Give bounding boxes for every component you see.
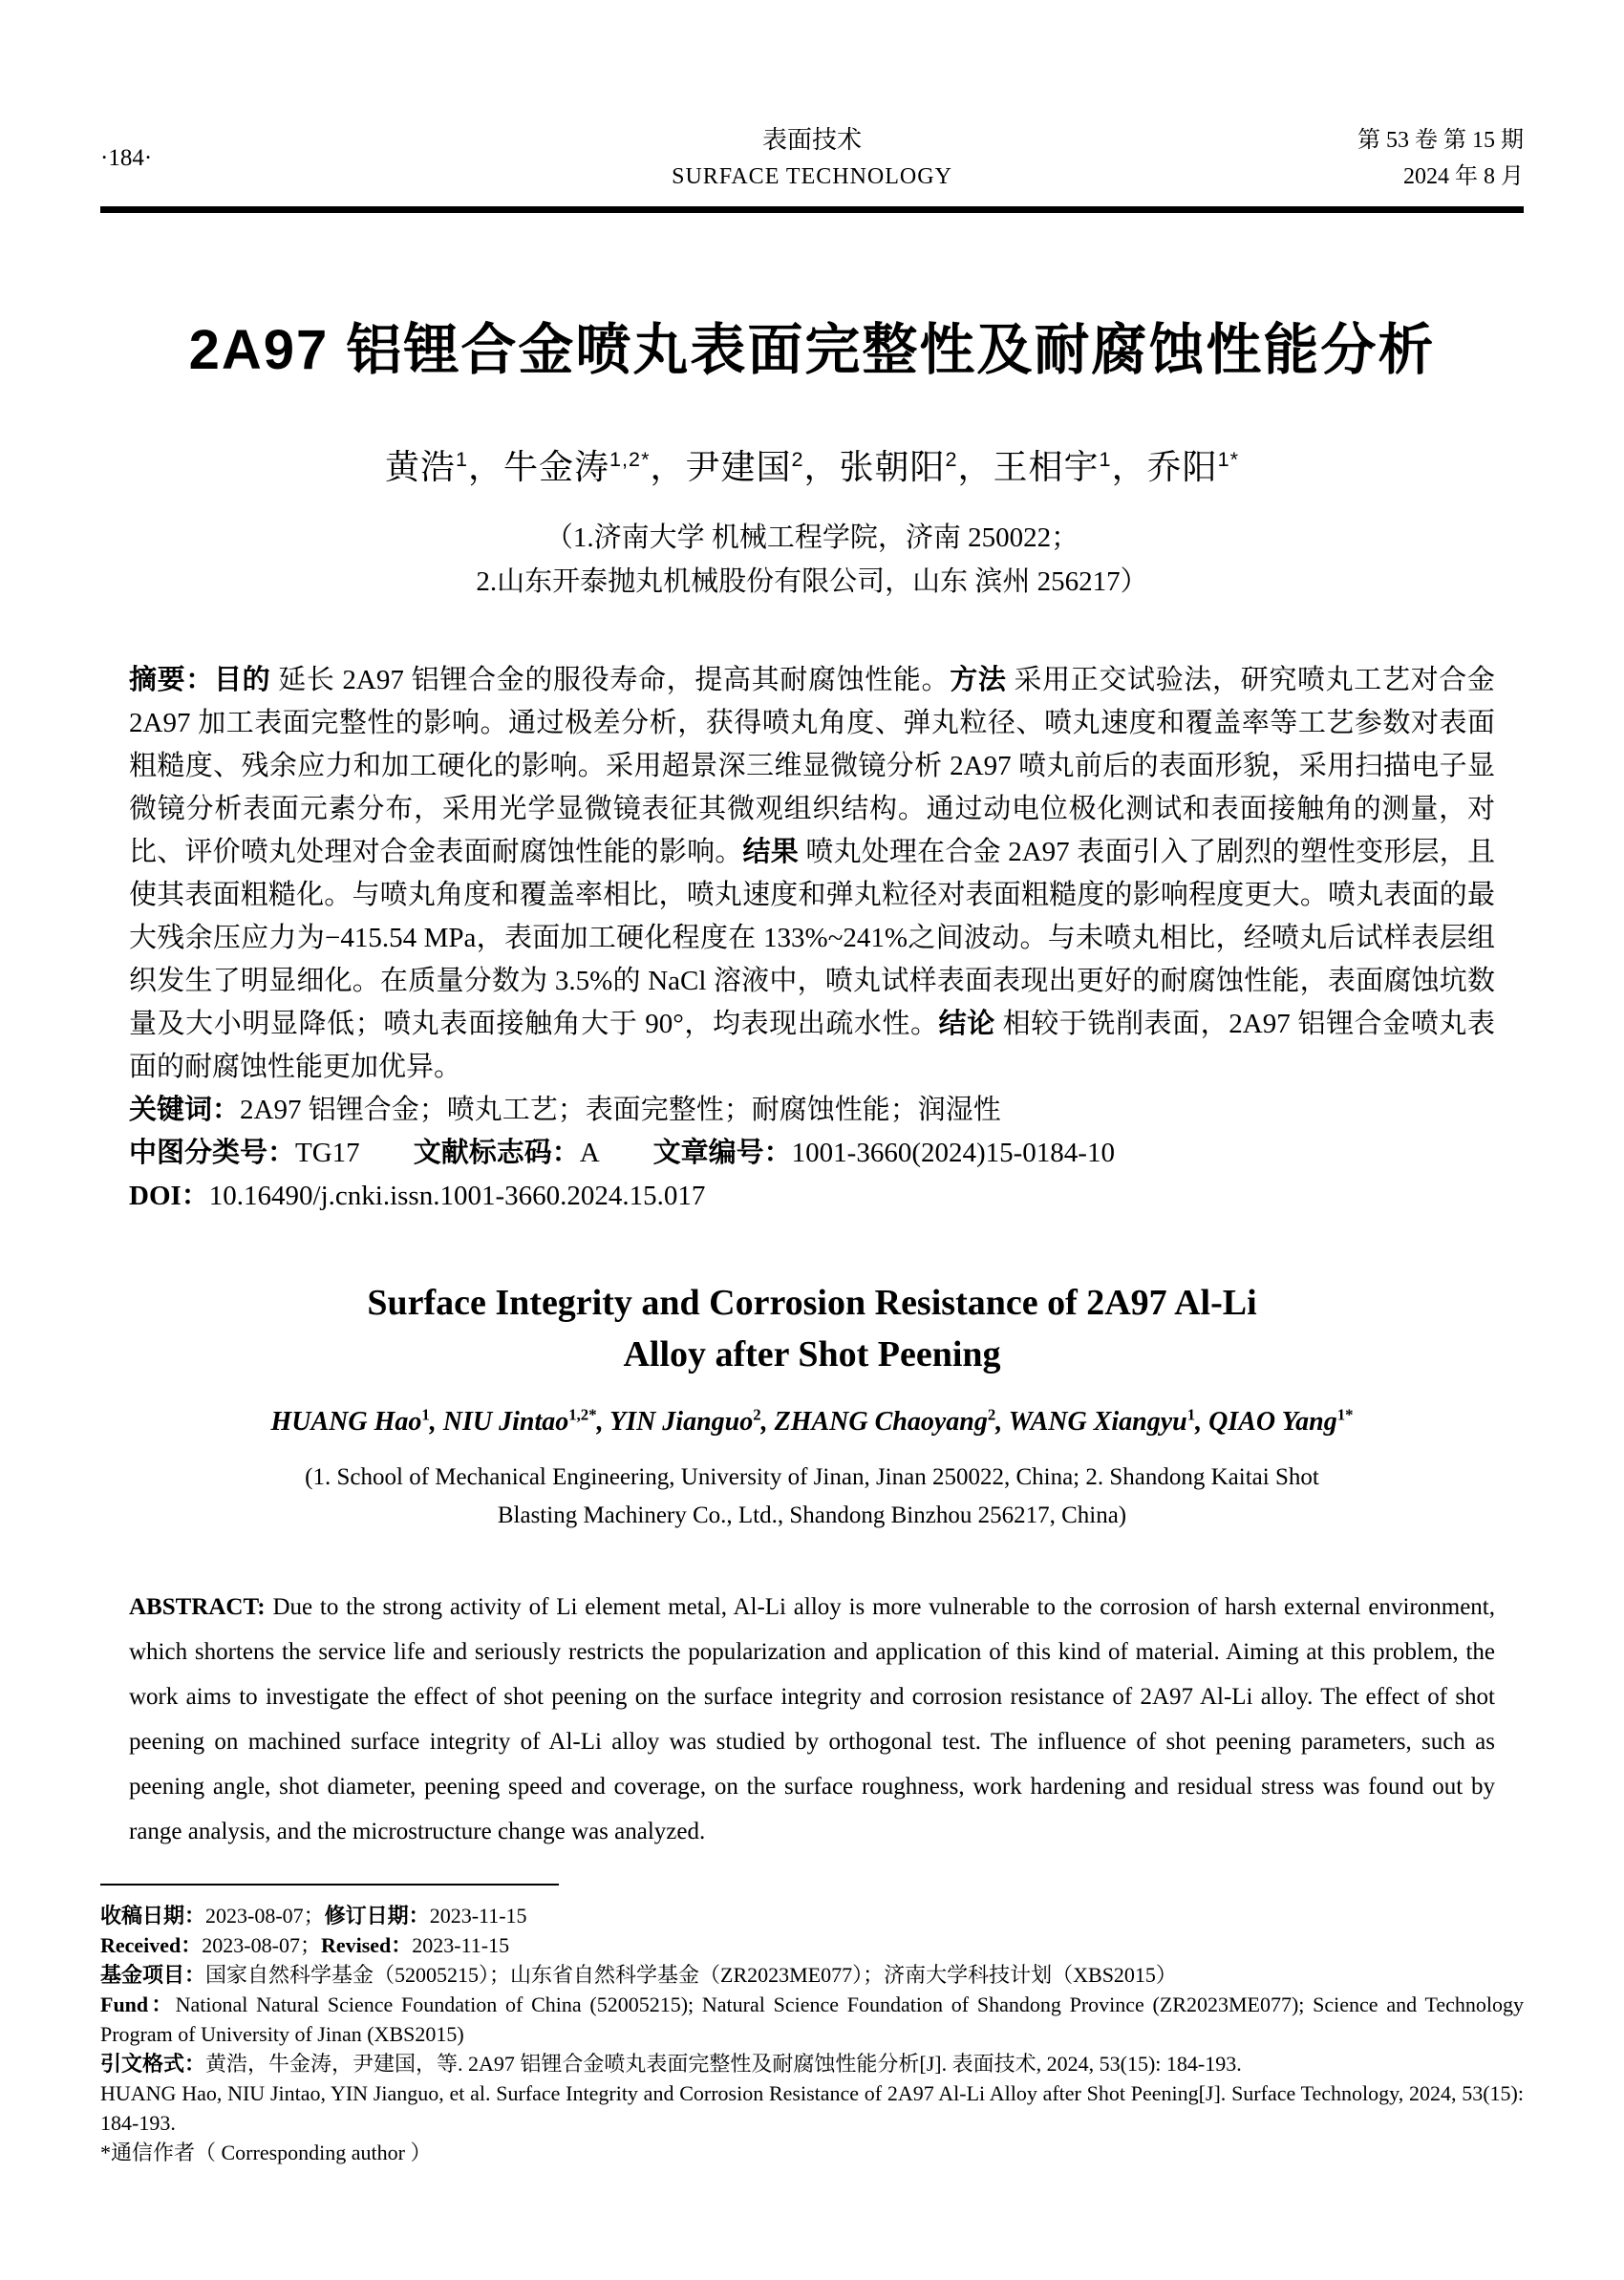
- authors-en: HUANG Hao$^1$, NIU Jintao$^{1,2*}$, YIN Jianguo$^2$, ZHANG Chaoyang$^2$, WANG Xiangyu$^1$, QIAO Yang$^{1*}$: [270, 1405, 1354, 1437]
- fund-en: Fund：National Natural Science Foundation of China (52005215); Natural Science Foundation of Shandong Province (ZR2023ME077); Science and Technology Program of University of Jinan (XBS2015): [100, 1992, 1524, 2046]
- issue-info: [1304, 122, 1524, 195]
- affiliation-cn: [100, 516, 1524, 604]
- paper-title-en-line1: Surface Integrity and Corrosion Resistance of 2A97 Al-Li: [367, 1283, 1257, 1323]
- affiliation-en-line1: (1. School of Mechanical Engineering, University of Jinan, Jinan 250022, China; 2. Shandong Kaitai Shot: [305, 1464, 1319, 1490]
- corresponding-author-note: *通信作者（ Corresponding author ）: [100, 2141, 432, 2164]
- journal-header: [100, 122, 1524, 195]
- fund-cn: 基金项目：国家自然科学基金（52005215）；山东省自然科学基金（ZR2023ME077）；济南大学科技计划（XBS2015）: [100, 1963, 1177, 1987]
- footnote-rule: [100, 1884, 559, 1886]
- page-number: ·184·: [100, 145, 153, 171]
- journal-name-cn: 表面技术: [761, 126, 862, 154]
- journal-name-en: SURFACE TECHNOLOGY: [672, 164, 952, 189]
- received-revised-en: Received：2023-08-07；Revised：2023-11-15: [100, 1933, 510, 1957]
- clc-line: 中图分类号：TG17 文献标志码：A 文章编号：1001-3660(2024)15-0184-10: [129, 1138, 1115, 1168]
- citation-cn: 引文格式：黄浩，牛金涛，尹建国，等. 2A97 铝锂合金喷丸表面完整性及耐腐蚀性能分析[J]. 表面技术, 2024, 53(15): 184-193.: [100, 2052, 1242, 2076]
- abstract-cn: 摘要：目的 延长 2A97 铝锂合金的服役寿命，提高其耐腐蚀性能。方法 采用正交试验法，研究喷丸工艺对合金 2A97 加工表面完整性的影响。通过极差分析，获得喷丸角度、弹丸粒径、喷丸速度和覆盖率等工艺参数对表面粗糙度、残余应力和加工硬化的影响。采用超景深三维显微镜分析 2A97 喷丸前后的表面形貌，采用扫描电子显微镜分析表面元素分布，采用光学显微镜表征其微观组织结构。通过动电位极化测试和表面接触角的测量，对比、评价喷丸处理对合金表面耐腐蚀性能的影响。结果 喷丸处理在合金 2A97 表面引入了剧烈的塑性变形层，且使其表面粗糙化。与喷丸角度和覆盖率相比，喷丸速度和弹丸粒径对表面粗糙度的影响程度更大。喷丸表面的最大残余压应力为−415.54 MPa，表面加工硬化程度在 133%~241%之间波动。与未喷丸相比，经喷丸后试样表层组织发生了明显细化。在质量分数为 3.5%的 NaCl 溶液中，喷丸试样表面表现出更好的耐腐蚀性能，表面腐蚀坑数量及大小明显降低；喷丸表面接触角大于 90°，均表现出疏水性。结论 相较于铣削表面，2A97 铝锂合金喷丸表面的耐腐蚀性能更加优异。: [129, 665, 1495, 1082]
- received-revised-cn: 收稿日期：2023-08-07；修订日期：2023-11-15: [100, 1904, 527, 1928]
- paper-title-cn: 2A97 铝锂合金喷丸表面完整性及耐腐蚀性能分析: [188, 319, 1436, 381]
- footnotes: [100, 1884, 1524, 2167]
- affiliation-en-line2: Blasting Machinery Co., Ltd., Shandong Binzhou 256217, China): [497, 1502, 1127, 1528]
- abstract-en: ABSTRACT: Due to the strong activity of Li element metal, Al-Li alloy is more vulnerable to the corrosion of harsh external environment, which shortens the service life and seriously restricts the popularization and application of this kind of material. Aiming at this problem, the work aims to investigate the effect of shot peening on the surface integrity and corrosion resistance of 2A97 Al-Li alloy. The effect of shot peening on machined surface integrity of Al-Li alloy was studied by orthogonal test. The influence of shot peening parameters, such as peening angle, shot diameter, peening speed and coverage, on the surface roughness, work hardening and residual stress was found out by range analysis, and the microstructure change was analyzed.: [129, 1594, 1495, 1844]
- volume-issue: 第 53 卷 第 15 期: [1357, 128, 1524, 153]
- citation-en: HUANG Hao, NIU Jintao, YIN Jianguo, et al. Surface Integrity and Corrosion Resistance of 2A97 Al-Li Alloy after Shot Peening[J]. Surface Technology, 2024, 53(15): 184-193.: [100, 2081, 1524, 2135]
- keywords-cn: 关键词：2A97 铝锂合金；喷丸工艺；表面完整性；耐腐蚀性能；润湿性: [129, 1095, 1001, 1125]
- header-rule: [100, 206, 1524, 213]
- affiliation-cn-line2: 2.山东开泰抛丸机械股份有限公司，山东 滨州 256217）: [476, 566, 1148, 597]
- paper-title-en-line2: Alloy after Shot Peening: [623, 1334, 1001, 1374]
- affiliation-cn-line1: （1.济南大学 机械工程学院，济南 250022；: [545, 522, 1079, 553]
- authors-cn: 黄浩$^1$，牛金涛$^{1,2*}$，尹建国$^2$，张朝阳$^2$，王相宇$^1$，乔阳$^{1*}$: [385, 447, 1239, 486]
- paper-title-en: [100, 1277, 1524, 1380]
- doi-line: DOI：10.16490/j.cnki.issn.1001-3660.2024.15.017: [129, 1181, 706, 1211]
- abstract-block-cn: [129, 659, 1495, 1218]
- affiliation-en: [100, 1459, 1524, 1535]
- issue-date: 2024 年 8 月: [1403, 164, 1524, 189]
- journal-name: [320, 122, 1304, 195]
